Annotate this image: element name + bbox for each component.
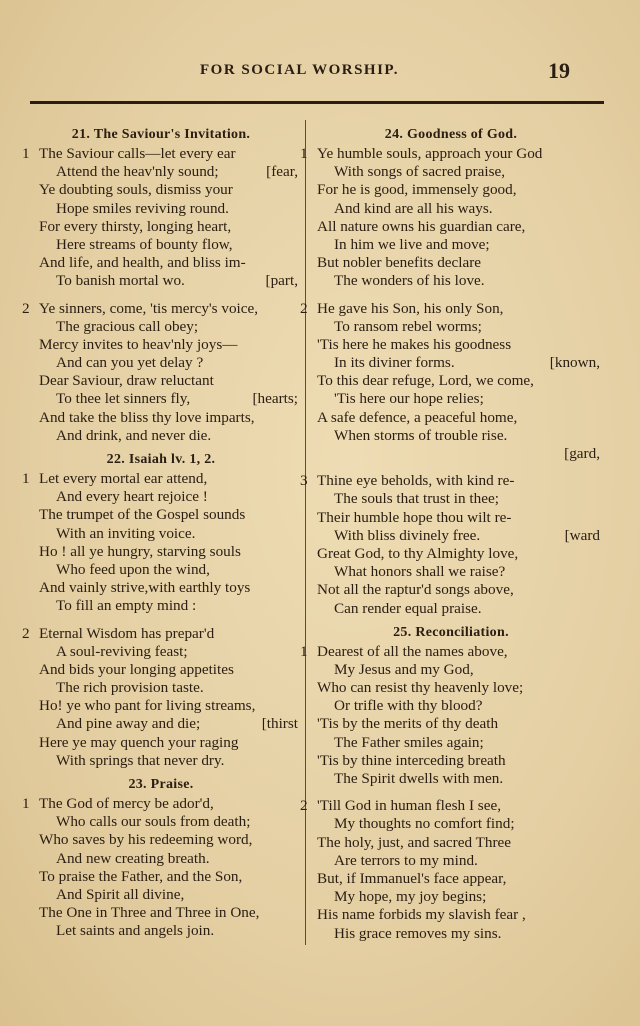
running-title: FOR SOCIAL WORSHIP.	[200, 62, 399, 78]
line-text: The God of mercy be ador'd,	[39, 795, 214, 812]
turnover-word: [gard,	[564, 445, 600, 462]
verse-line	[300, 834, 602, 852]
verse-line	[300, 372, 602, 390]
verse-line	[22, 145, 300, 163]
verse-line	[300, 600, 602, 618]
line-text: He gave his Son, his only Son,	[317, 299, 504, 317]
line-text: With springs that never dry.	[56, 751, 225, 769]
verse-line	[22, 543, 300, 561]
line-text: To fill an empty mind :	[56, 597, 197, 615]
line-text: Are terrors to my mind.	[334, 851, 478, 869]
verse	[300, 797, 602, 943]
verse-line	[300, 527, 602, 545]
verse-number: 3	[300, 472, 308, 490]
line-text: Let saints and angels join.	[56, 922, 215, 940]
line-text: And Spirit all divine,	[56, 885, 185, 903]
line-text: To praise the Father, and the Son,	[39, 867, 243, 885]
verse-line	[22, 218, 300, 236]
verse-line	[300, 697, 602, 715]
verse-line	[300, 815, 602, 833]
line-text: 'Tis by thine interceding breath	[317, 751, 506, 769]
verse-line	[300, 445, 602, 463]
spacer	[300, 463, 602, 472]
turnover-word: [fear,	[266, 163, 298, 181]
verse-line	[300, 300, 602, 318]
verse-line	[22, 661, 300, 679]
verse-line	[300, 272, 602, 290]
turnover-word: [hearts;	[252, 390, 298, 408]
verse-line	[300, 354, 602, 372]
line-text: Thine eye beholds, with kind re-	[317, 472, 515, 490]
verse-line	[22, 697, 300, 715]
verse	[300, 643, 602, 789]
verse-line	[22, 409, 300, 427]
line-text: What honors shall we raise?	[334, 563, 506, 581]
verse-line	[300, 734, 602, 752]
line-text: The trumpet of the Gospel sounds	[39, 506, 246, 524]
verse-number: 1	[22, 470, 30, 487]
page-header	[0, 58, 640, 88]
verse-line	[300, 409, 602, 427]
verse-line	[300, 888, 602, 906]
line-text: In its diviner forms.	[334, 354, 455, 372]
line-text: To banish mortal wo.	[56, 272, 185, 290]
line-text: Who can resist thy heavenly love;	[317, 679, 524, 697]
page-number: 19	[548, 58, 570, 83]
verse-number: 1	[300, 642, 308, 660]
spacer	[22, 291, 300, 300]
line-text: All nature owns his guardian care,	[317, 217, 526, 235]
verse-line	[300, 200, 602, 218]
line-text: 'Tis by the merits of thy death	[317, 715, 499, 733]
verse-line	[300, 563, 602, 581]
verse-line	[22, 813, 300, 831]
verse-line	[300, 797, 602, 815]
verse-line	[300, 163, 602, 181]
verse-line	[300, 145, 602, 163]
line-text: His grace removes my sins.	[334, 924, 502, 942]
verse-line	[300, 679, 602, 697]
spacer	[300, 788, 602, 797]
verse-line	[22, 200, 300, 218]
verse-line	[22, 850, 300, 868]
hymn-title: 23. Praise.	[128, 777, 194, 792]
line-text: His name forbids my slavish fear ,	[317, 906, 526, 924]
verse-number: 2	[300, 797, 308, 815]
hymn-title: 24. Goodness of God.	[384, 127, 518, 142]
line-text: My thoughts no comfort find;	[334, 815, 515, 833]
verse-line	[300, 661, 602, 679]
line-text: 'Tis here he makes his goodness	[317, 335, 512, 353]
line-text: Dear Saviour, draw reluctant	[39, 372, 214, 390]
line-text: And every heart rejoice !	[56, 488, 208, 506]
line-text: Their humble hope thou wilt re-	[317, 508, 512, 526]
verse-line	[300, 490, 602, 508]
line-text: My hope, my joy begins;	[334, 888, 487, 906]
line-text: The souls that trust in thee;	[334, 490, 499, 508]
verse-line	[300, 770, 602, 788]
spacer	[22, 616, 300, 625]
line-text: Hope smiles reviving round.	[56, 199, 229, 217]
line-text: Attend the heav'nly sound;	[56, 163, 219, 181]
turnover-word: [part,	[265, 272, 298, 290]
turnover-word: [thirst	[261, 715, 298, 733]
line-text: And pine away and die;	[56, 715, 201, 733]
verse-line	[300, 870, 602, 888]
verse-line	[22, 625, 300, 643]
line-text: To this dear refuge, Lord, we come,	[317, 372, 534, 390]
verse-line	[22, 597, 300, 615]
verse-line	[22, 886, 300, 904]
verse-line	[22, 643, 300, 661]
line-text: The gracious call obey;	[56, 317, 199, 335]
verse-line	[22, 579, 300, 597]
line-text: And new creating breath.	[56, 849, 210, 867]
line-text: Here ye may quench your raging	[39, 733, 239, 751]
verse	[300, 472, 602, 618]
line-text: Ye sinners, come, 'tis mercy's voice,	[39, 299, 259, 317]
line-text: The One in Three and Three in One,	[39, 904, 260, 922]
verse-line	[22, 236, 300, 254]
verse-line	[300, 643, 602, 661]
turnover-word: [known,	[549, 354, 600, 372]
line-text: Great God, to thy Almighty love,	[317, 544, 519, 562]
verse-number: 2	[22, 299, 30, 317]
line-text: And take the bliss thy love imparts,	[39, 408, 255, 426]
line-text: With bliss divinely free.	[334, 526, 481, 544]
verse	[22, 625, 300, 771]
verse-number: 2	[300, 299, 308, 317]
line-text: When storms of trouble rise.	[334, 426, 508, 444]
verse-number: 2	[22, 624, 30, 642]
line-text: A safe defence, a peaceful home,	[317, 408, 518, 426]
verse-line	[300, 427, 602, 445]
line-text: Who calls our souls from death;	[56, 813, 251, 831]
verse-line	[22, 525, 300, 543]
line-text: The rich provision taste.	[56, 679, 204, 697]
line-text: Ye doubting souls, dismiss your	[39, 181, 233, 199]
hymn-title: 22. Isaiah lv. 1, 2.	[106, 452, 216, 467]
verse-line	[22, 488, 300, 506]
line-text: And kind are all his ways.	[334, 199, 493, 217]
verse-line	[22, 354, 300, 372]
verse-line	[22, 868, 300, 886]
verse-line	[300, 906, 602, 924]
verse-line	[22, 372, 300, 390]
line-text: In him we live and move;	[334, 235, 490, 253]
line-text: To ransom rebel worms;	[334, 317, 482, 335]
verse-line	[22, 904, 300, 922]
line-text: Who feed upon the wind,	[56, 560, 210, 578]
turnover-word: [ward	[564, 526, 600, 544]
line-text: 'Tis here our hope relies;	[334, 390, 484, 408]
verse	[300, 300, 602, 464]
right-column	[300, 124, 602, 943]
line-text: A soul-reviving feast;	[56, 642, 188, 660]
verse-line	[22, 272, 300, 290]
hymn-title: 21. The Saviour's Invitation.	[71, 127, 251, 142]
verse	[22, 795, 300, 941]
verse	[22, 145, 300, 291]
line-text: Ho! ye who pant for living streams,	[39, 697, 256, 715]
verse-number: 1	[300, 145, 308, 162]
line-text: The holy, just, and sacred Three	[317, 833, 511, 851]
header-rule	[30, 101, 604, 104]
verse-line	[300, 509, 602, 527]
verse	[22, 470, 300, 616]
hymn-title: 25. Reconciliation.	[393, 624, 509, 640]
line-text: The wonders of his love.	[334, 272, 485, 290]
line-text: And bids your longing appetites	[39, 660, 234, 678]
verse-line	[22, 715, 300, 733]
left-column	[22, 124, 300, 941]
verse-number: 1	[22, 145, 30, 162]
verse-line	[22, 254, 300, 272]
verse	[300, 145, 602, 291]
verse-line	[300, 236, 602, 254]
verse-line	[300, 336, 602, 354]
verse	[22, 300, 300, 446]
verse-line	[22, 752, 300, 770]
line-text: But nobler benefits declare	[317, 254, 482, 272]
verse-number: 1	[22, 795, 30, 812]
line-text: The Saviour calls—let every ear	[39, 145, 236, 162]
verse-line	[22, 922, 300, 940]
verse-line	[300, 390, 602, 408]
verse-line	[300, 752, 602, 770]
line-text: And drink, and never die.	[56, 426, 212, 444]
verse-line	[22, 318, 300, 336]
verse-line	[300, 254, 602, 272]
verse-line	[300, 581, 602, 599]
line-text: Here streams of bounty flow,	[56, 235, 233, 253]
verse-line	[22, 390, 300, 408]
line-text: Not all the raptur'd songs above,	[317, 581, 514, 599]
line-text: For he is good, immensely good,	[317, 181, 517, 199]
verse-line	[22, 427, 300, 445]
line-text: And life, and health, and bliss im-	[39, 254, 246, 272]
line-text: To thee let sinners fly,	[56, 390, 191, 408]
verse-line	[22, 795, 300, 813]
line-text: But, if Immanuel's face appear,	[317, 869, 507, 887]
verse-line	[300, 925, 602, 943]
line-text: Eternal Wisdom has prepar'd	[39, 624, 215, 642]
line-text: And can you yet delay ?	[56, 354, 204, 372]
line-text: Dearest of all the names above,	[317, 642, 508, 660]
line-text: The Spirit dwells with men.	[334, 770, 504, 787]
verse-line	[22, 734, 300, 752]
verse-line	[22, 831, 300, 849]
line-text: Who saves by his redeeming word,	[39, 831, 253, 849]
verse-line	[22, 336, 300, 354]
line-text: For every thirsty, longing heart,	[39, 217, 232, 235]
line-text: The Father smiles again;	[334, 733, 484, 751]
line-text: With songs of sacred praise,	[334, 163, 506, 181]
line-text: Ye humble souls, approach your God	[317, 145, 543, 162]
line-text: Ho ! all ye hungry, starving souls	[39, 542, 241, 560]
verse-line	[300, 318, 602, 336]
line-text: With an inviting voice.	[56, 524, 196, 542]
verse-line	[300, 181, 602, 199]
line-text: Or trifle with thy blood?	[334, 697, 483, 715]
verse-line	[22, 163, 300, 181]
line-text: Let every mortal ear attend,	[39, 470, 208, 487]
spacer	[300, 291, 602, 300]
verse-line	[300, 852, 602, 870]
verse-line	[22, 181, 300, 199]
line-text: Can render equal praise.	[334, 599, 482, 617]
line-text: 'Till God in human flesh I see,	[317, 797, 501, 815]
verse-line	[22, 561, 300, 579]
verse-line	[300, 545, 602, 563]
verse-line	[22, 300, 300, 318]
verse-line	[300, 218, 602, 236]
line-text: My Jesus and my God,	[334, 660, 474, 678]
verse-line	[22, 506, 300, 524]
verse-line	[300, 472, 602, 490]
verse-line	[22, 470, 300, 488]
verse-line	[22, 679, 300, 697]
verse-line	[300, 715, 602, 733]
line-text: And vainly strive,with earthly toys	[39, 579, 251, 597]
line-text: Mercy invites to heav'nly joys—	[39, 335, 238, 353]
